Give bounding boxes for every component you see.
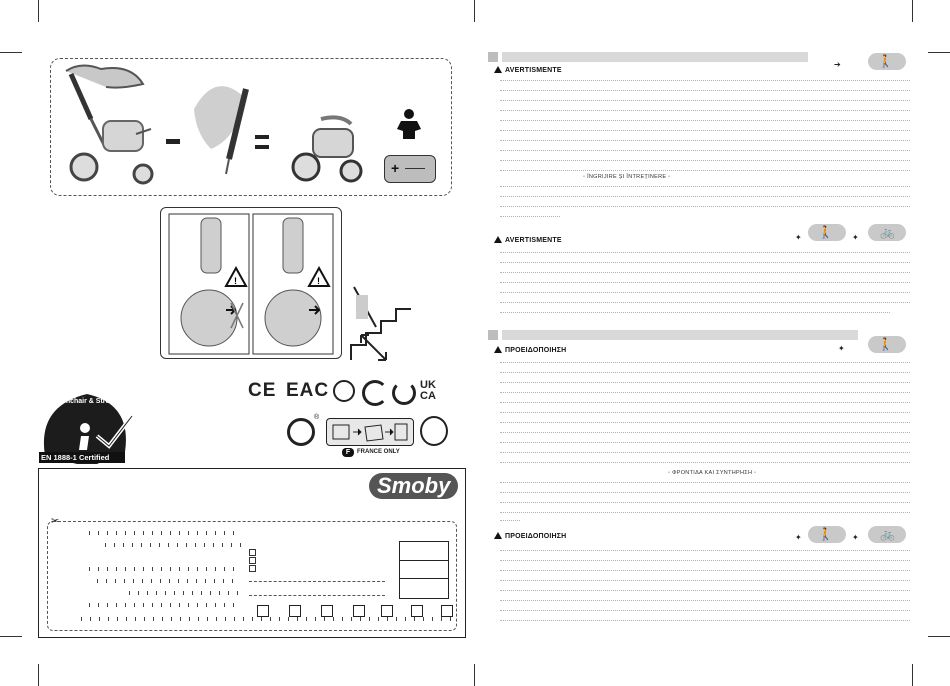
scissors-icon: ✂ bbox=[51, 516, 60, 527]
eac-mark: EAC bbox=[286, 380, 330, 401]
crop-mark bbox=[912, 664, 913, 686]
warranty-card bbox=[38, 468, 466, 638]
stroller-icon: 🚶 bbox=[818, 527, 833, 541]
code-box[interactable] bbox=[411, 605, 423, 617]
section-header-bar bbox=[502, 330, 858, 340]
recycling-mark-icon bbox=[362, 380, 388, 406]
plus-icon: + bbox=[391, 160, 400, 176]
crop-mark bbox=[0, 52, 22, 53]
care-subheading: ◦ ΦΡΟΝΤΙΔΑ ΚΑΙ ΣΥΝΤΗΡΗΣΗ ◦ bbox=[668, 470, 757, 476]
minus-sign bbox=[166, 139, 180, 144]
canopy-part-illustration bbox=[194, 86, 246, 174]
warning-icon bbox=[494, 236, 502, 243]
wheel-instructions-panel bbox=[160, 207, 342, 359]
child-icon bbox=[397, 109, 421, 139]
plus-icon: ✦ bbox=[838, 344, 845, 353]
ce-mark: CE bbox=[248, 380, 277, 401]
standard-label: EN 1888-1 Certified bbox=[39, 452, 125, 463]
svg-text:!: ! bbox=[317, 276, 320, 286]
bin-icon bbox=[420, 416, 448, 446]
crop-mark bbox=[474, 664, 475, 686]
section-number-box bbox=[488, 330, 498, 340]
plus-icon: ✦ bbox=[852, 233, 859, 242]
stroller-icon: 🚶 bbox=[878, 337, 893, 351]
checkbox[interactable] bbox=[249, 549, 256, 556]
code-box[interactable] bbox=[381, 605, 393, 617]
plus-badge bbox=[384, 155, 436, 183]
equals-sign bbox=[255, 135, 269, 139]
section-number-box bbox=[488, 52, 498, 62]
warning-icon bbox=[494, 532, 502, 539]
brand-logo: Smoby bbox=[369, 473, 458, 499]
crop-mark bbox=[0, 636, 22, 637]
stroller-icon: 🚶 bbox=[878, 54, 893, 68]
wheel-illustrations bbox=[161, 208, 341, 358]
cut-line bbox=[47, 521, 457, 631]
assembly-panel bbox=[50, 58, 452, 196]
ukca-mark bbox=[420, 380, 436, 402]
warning-heading: ΠΡΟΕΙΔΟΠΟΙΗΣΗ bbox=[494, 532, 566, 540]
certification-badge bbox=[37, 386, 137, 466]
ukca-line-1: UK bbox=[420, 379, 436, 391]
plus-icon: ✦ bbox=[852, 533, 859, 542]
stamp-box[interactable] bbox=[399, 541, 449, 599]
code-box[interactable] bbox=[441, 605, 453, 617]
code-box[interactable] bbox=[321, 605, 333, 617]
checkbox[interactable] bbox=[249, 557, 256, 564]
tricycle-illustration bbox=[293, 117, 361, 181]
crop-mark bbox=[38, 664, 39, 686]
care-subheading: ◦ ÎNGRIJIRE ȘI ÎNTREȚINERE ◦ bbox=[583, 174, 671, 180]
registered-mark: ® bbox=[314, 414, 320, 421]
code-box[interactable] bbox=[289, 605, 301, 617]
crop-mark bbox=[928, 52, 950, 53]
crop-mark bbox=[474, 0, 475, 22]
warning-icon bbox=[494, 346, 502, 353]
plus-icon: ✦ bbox=[795, 533, 802, 542]
checkbox[interactable] bbox=[249, 565, 256, 572]
recycle-icon bbox=[287, 418, 315, 446]
tricycle-icon: 🚲 bbox=[880, 527, 895, 541]
badge-text: Pushchair & Stroller bbox=[53, 398, 121, 405]
warning-icon bbox=[494, 66, 502, 73]
arrow-icon: ➔ bbox=[834, 60, 841, 69]
svg-text:!: ! bbox=[234, 276, 237, 286]
crop-mark bbox=[38, 0, 39, 22]
code-box[interactable] bbox=[257, 605, 269, 617]
france-letter: F bbox=[342, 448, 354, 457]
code-box[interactable] bbox=[353, 605, 365, 617]
section-header-bar bbox=[502, 52, 808, 62]
warning-heading: AVERTISMENTE bbox=[494, 66, 562, 74]
triman-icon bbox=[392, 381, 416, 405]
tricycle-with-canopy-illustration bbox=[66, 65, 152, 183]
stairs-icon bbox=[346, 285, 416, 365]
stroller-icon: 🚶 bbox=[818, 225, 833, 239]
ukca-line-2: CA bbox=[420, 390, 436, 402]
warning-icon bbox=[226, 268, 329, 286]
tricycle-icon: 🚲 bbox=[880, 225, 895, 239]
plus-icon: ✦ bbox=[795, 233, 802, 242]
sorting-info-box bbox=[326, 418, 414, 446]
warning-heading: AVERTISMENTE bbox=[494, 236, 562, 244]
age-warning-icon bbox=[333, 380, 355, 402]
france-only-label: FRANCE ONLY bbox=[357, 449, 400, 455]
warning-heading: ΠΡΟΕΙΔΟΠΟΙΗΣΗ bbox=[494, 346, 566, 354]
crop-mark bbox=[912, 0, 913, 22]
crop-mark bbox=[928, 636, 950, 637]
